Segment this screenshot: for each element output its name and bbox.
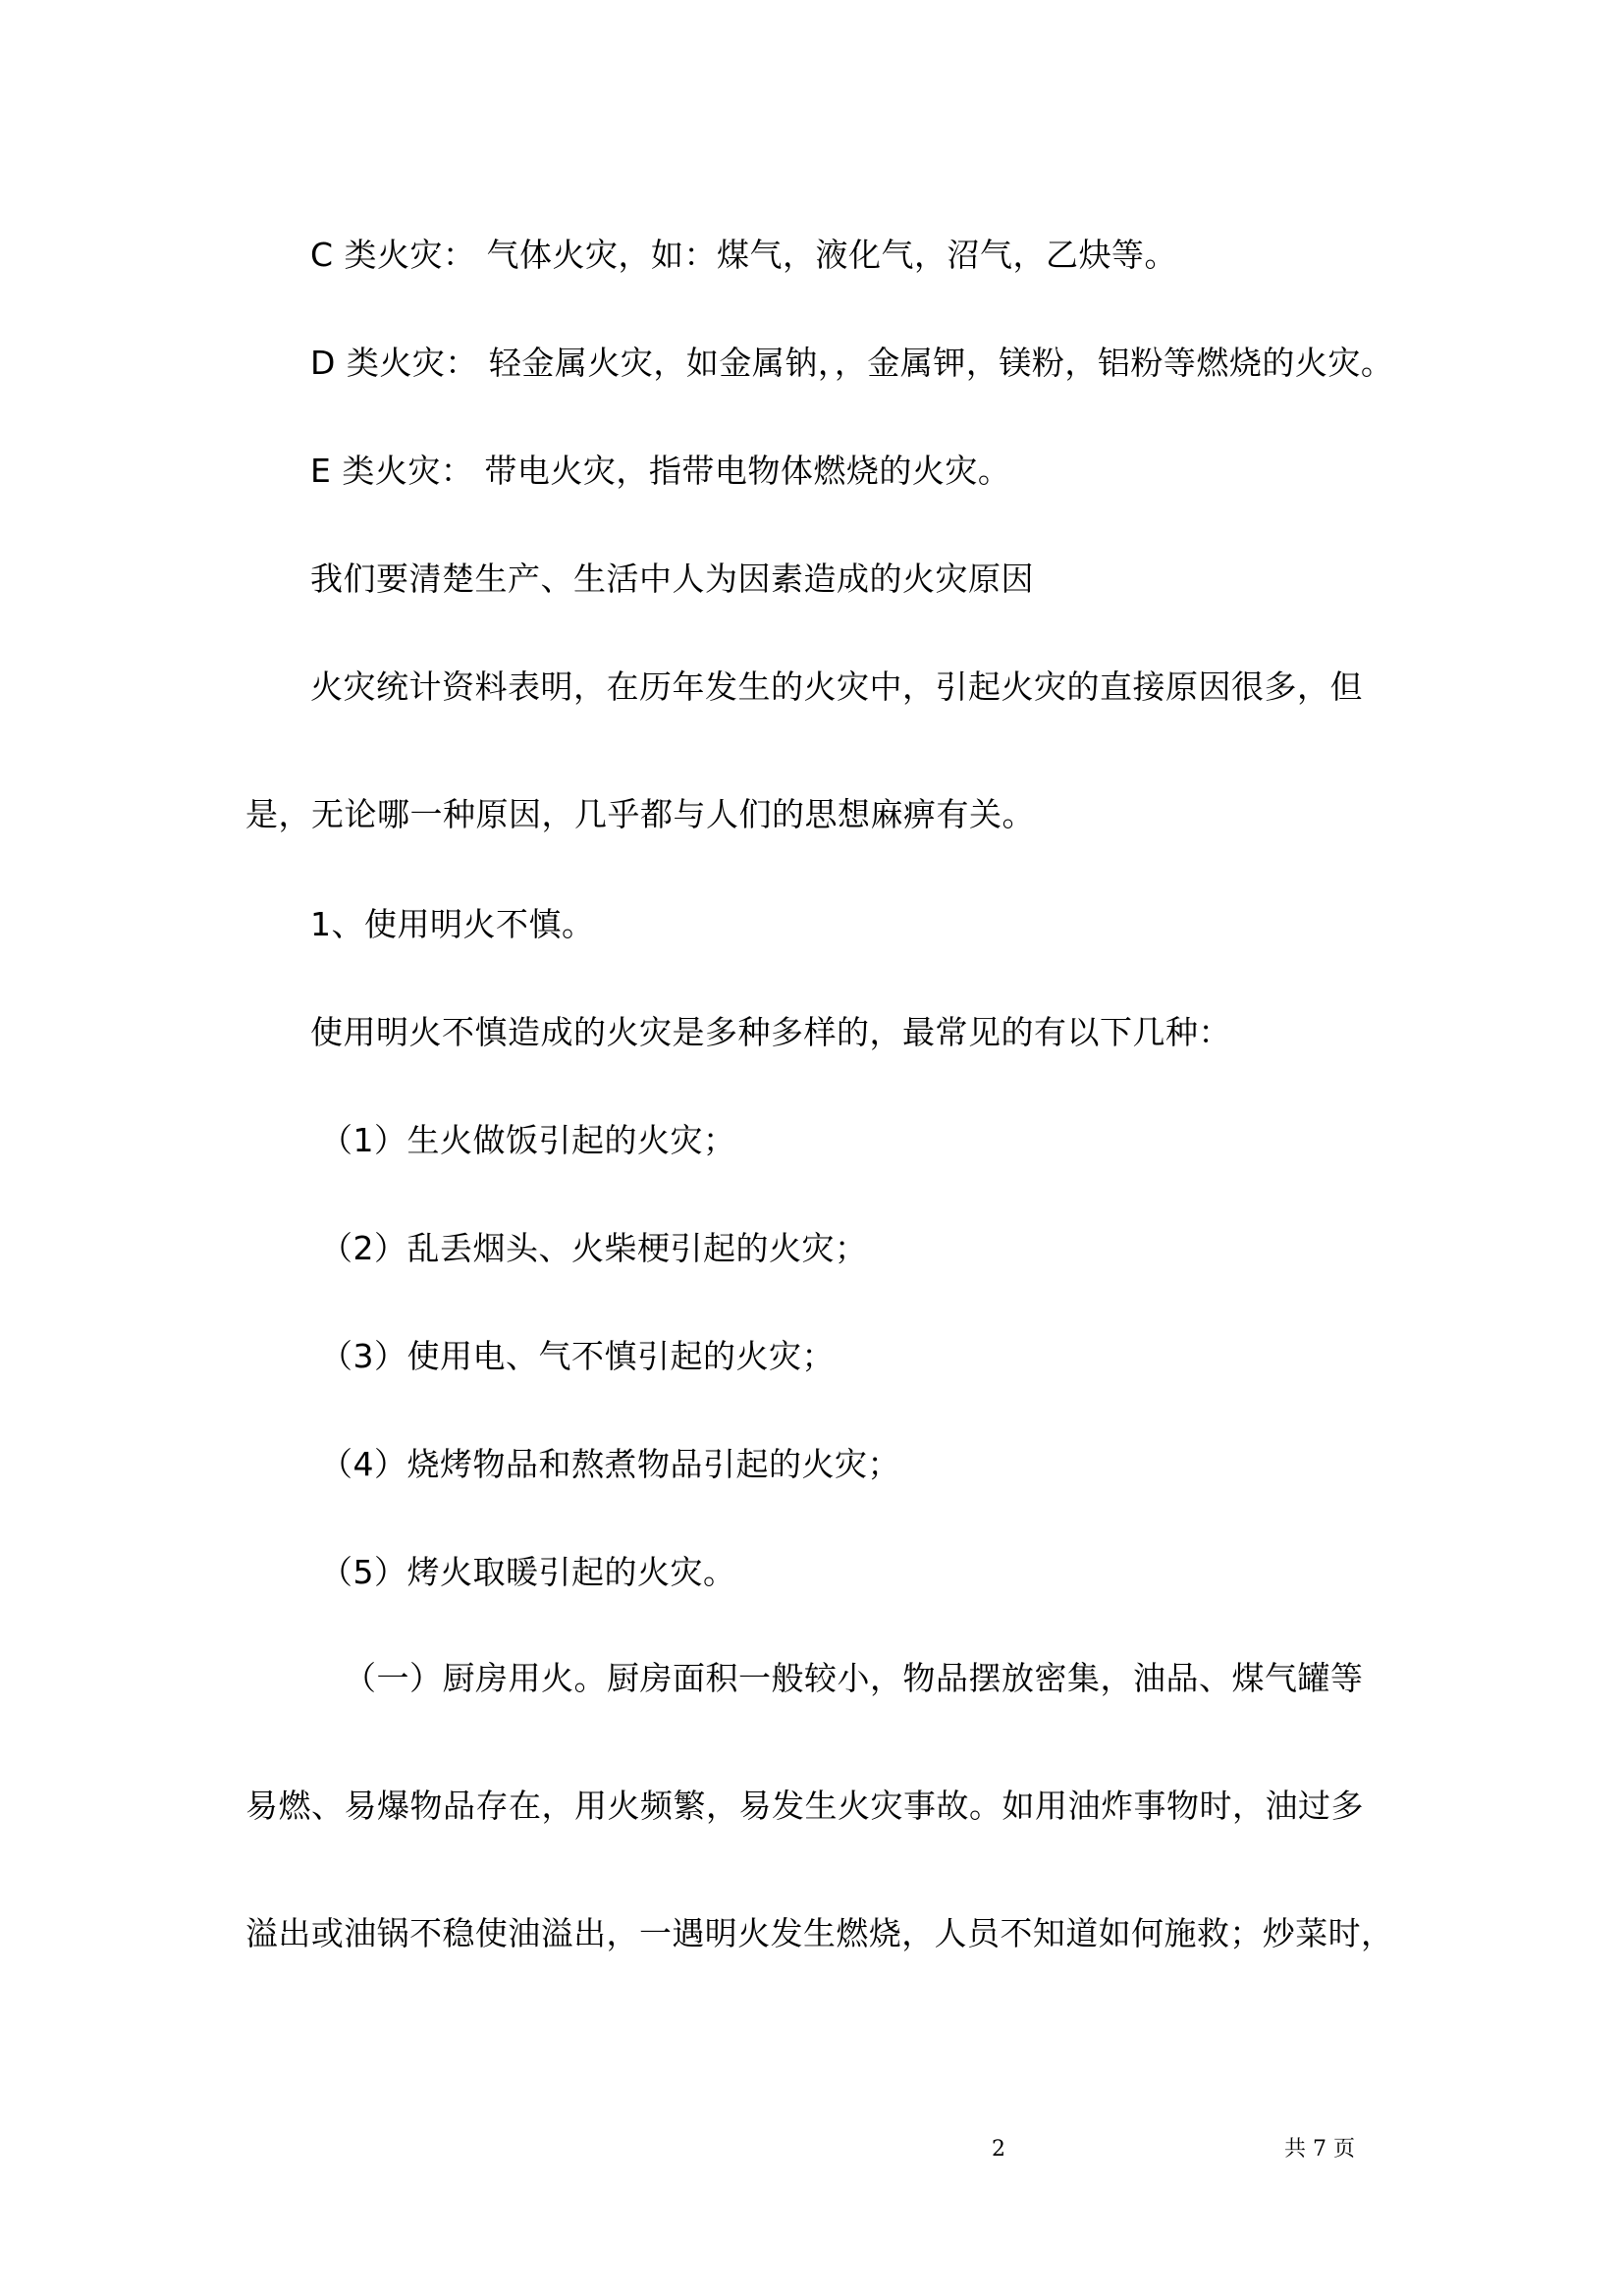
text-line-6: 是，无论哪一种原因，几乎都与人们的思想麻痹有关。 xyxy=(245,795,1035,833)
text-line-2: D 类火灾： 轻金属火灾，如金属钠，，金属钾，镁粉，铝粉等燃烧的火灾。 xyxy=(310,344,1394,382)
text-line-15: 易燃、易爆物品存在，用火频繁，易发生火灾事故。如用油炸事物时，油过多 xyxy=(245,1787,1364,1825)
text-line-4: 我们要清楚生产、生活中人为因素造成的火灾原因 xyxy=(310,560,1034,598)
text-line-11: （3）使用电、气不慎引起的火灾； xyxy=(320,1337,835,1375)
page-number: 2 xyxy=(992,2137,1005,2162)
text-line-10: （2）乱丢烟头、火柴梗引起的火灾； xyxy=(320,1229,868,1267)
text-line-1: C 类火灾： 气体火灾，如：煤气，液化气，沼气，乙炔等。 xyxy=(310,236,1178,274)
text-line-14: （一）厨房用火。厨房面积一般较小，物品摆放密集，油品、煤气罐等 xyxy=(344,1659,1364,1697)
text-line-5: 火灾统计资料表明，在历年发生的火灾中，引起火灾的直接原因很多，但 xyxy=(310,667,1363,706)
text-line-9: （1）生火做饭引起的火灾； xyxy=(320,1121,736,1159)
text-line-13: （5）烤火取暖引起的火灾。 xyxy=(320,1553,736,1591)
text-line-8: 使用明火不慎造成的火灾是多种多样的，最常见的有以下几种： xyxy=(310,1013,1231,1051)
total-pages: 共 7 页 xyxy=(1284,2137,1355,2162)
text-line-3: E 类火灾： 带电火灾，指带电物体燃烧的火灾。 xyxy=(310,452,1011,490)
text-line-7: 1、使用明火不慎。 xyxy=(310,905,595,943)
text-line-12: （4）烧烤物品和熬煮物品引起的火灾； xyxy=(320,1445,900,1483)
text-line-16: 溢出或油锅不稳使油溢出，一遇明火发生燃烧，人员不知道如何施救；炒菜时， xyxy=(245,1914,1394,1952)
